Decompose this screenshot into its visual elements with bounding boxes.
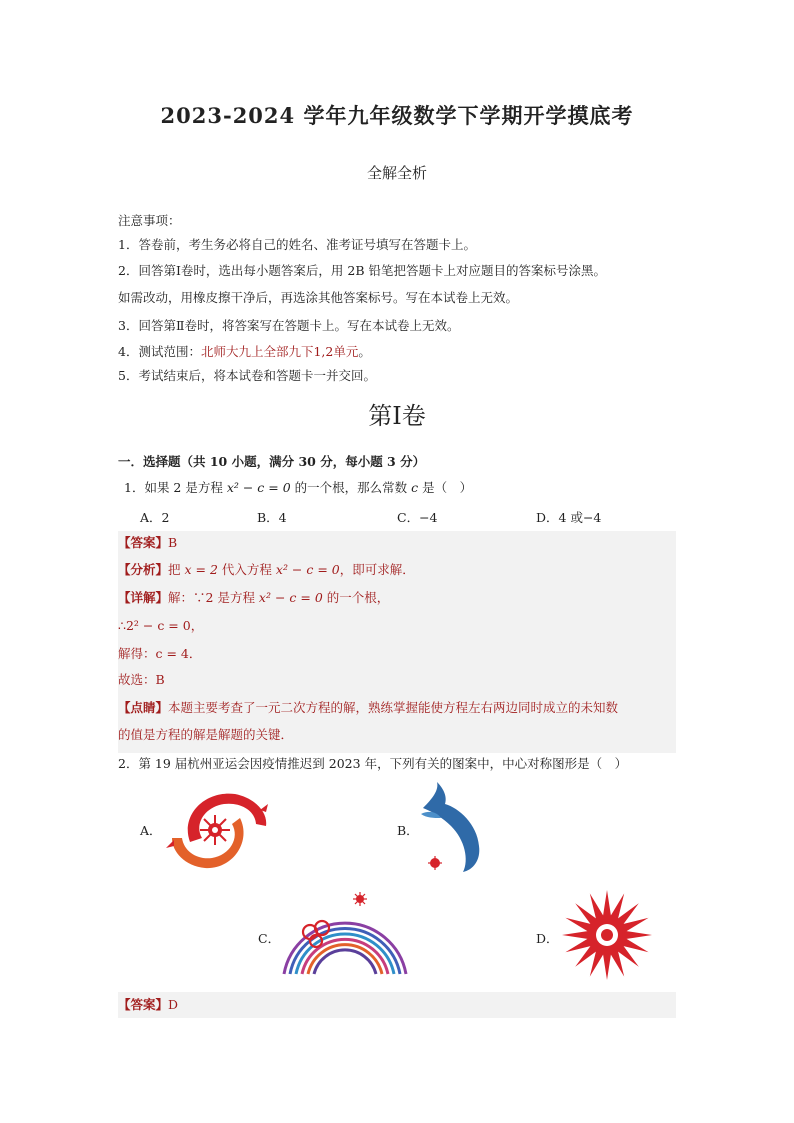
detail-eq: x² − c = 0 [258, 590, 323, 605]
q1-stem-b: 的一个根，那么常数 [290, 480, 412, 495]
q1-comment-line-1 [118, 698, 618, 718]
detail-tag: 【详解】 [118, 590, 169, 605]
note-4-prefix: 4．测试范围： [118, 344, 201, 359]
comment-tag: 【点睛】 [118, 700, 169, 715]
q1-constant: c [411, 480, 419, 495]
notes-heading: 注意事项： [118, 213, 181, 228]
detail-a: 解：∵2 是方程 [168, 590, 259, 605]
q1-detail [118, 588, 389, 608]
note-3: 3．回答第Ⅱ卷时，将答案写在答题卡上。写在本试卷上无效。 [118, 318, 460, 333]
note-4-suffix: 。 [358, 344, 371, 359]
q2-option-c-label: C． [258, 931, 281, 946]
q2-answer [118, 995, 178, 1015]
test-range: 北师大九上全部九下1,2单元 [200, 344, 359, 359]
section-title: 第Ⅰ卷 [368, 402, 426, 430]
fan-emblem-icon [278, 888, 410, 983]
q1-choice: 故选：B [118, 672, 165, 687]
q1-analysis [118, 560, 415, 580]
q1-answer [118, 533, 177, 553]
q2-option-d-label: D． [536, 931, 559, 946]
q2-answer-box [118, 992, 676, 1018]
question-2-stem: 2．第 19 届杭州亚运会因疫情推迟到 2023 年，下列有关的图案中，中心对称图形是（ ） [118, 756, 628, 771]
note-4 [118, 343, 371, 361]
analysis-eq1: x = 2 [184, 562, 218, 577]
answer-tag: 【答案】 [118, 535, 169, 550]
detail-b: 的一个根， [322, 590, 390, 605]
q1-option-c: C．−4 [397, 510, 438, 525]
q1-option-b: B．4 [257, 510, 287, 525]
q1-option-a: A．2 [140, 510, 170, 525]
dolphin-icon [415, 780, 490, 875]
q2-option-b-label: B． [397, 823, 419, 838]
page-title: 2023-2024 学年九年级数学下学期开学摸底考 [160, 103, 634, 128]
note-5: 5．考试结束后，将本试卷和答题卡一并交回。 [118, 368, 376, 383]
q1-equation: x² − c = 0 [226, 480, 291, 495]
analysis-b: 代入方程 [217, 562, 276, 577]
analysis-eq2: x² − c = 0 [275, 562, 340, 577]
question-1-stem [124, 478, 472, 496]
q1-option-d: D．4 或−4 [536, 510, 602, 525]
analysis-a: 把 [168, 562, 185, 577]
dragon-emblem-icon [160, 780, 275, 880]
page-subtitle: 全解全析 [366, 164, 427, 182]
note-1: 1．答卷前，考生务必将自己的姓名、准考证号填写在答题卡上。 [118, 237, 476, 252]
sun-emblem-icon [560, 888, 654, 982]
q2-answer-tag: 【答案】 [118, 997, 169, 1012]
q1-comment-line-2: 的值是方程的解是解题的关键． [118, 727, 294, 742]
part-heading: 一．选择题（共 10 小题，满分 30 分，每小题 3 分） [118, 454, 426, 469]
analysis-tag: 【分析】 [118, 562, 169, 577]
answer-value: B [168, 535, 178, 550]
note-2b: 如需改动，用橡皮擦干净后，再选涂其他答案标号。写在本试卷上无效。 [118, 290, 519, 305]
q2-answer-value: D [168, 997, 179, 1012]
q1-step-1: ∴2² − c = 0， [118, 618, 204, 633]
note-2a: 2．回答第Ⅰ卷时，选出每小题答案后，用 2B 铅笔把答题卡上对应题目的答案标号涂黑。 [118, 263, 606, 278]
q1-step-2: 解得：c = 4． [118, 646, 202, 661]
q1-stem-d: 是（ ） [418, 480, 473, 495]
comment-a: 本题主要考查了一元二次方程的解，熟练掌握能使方程左右两边同时成立的未知数 [168, 700, 619, 715]
q1-stem-a: 1．如果 2 是方程 [124, 480, 227, 495]
analysis-c: ，即可求解． [339, 562, 415, 577]
q2-option-a-label: A． [140, 823, 162, 838]
